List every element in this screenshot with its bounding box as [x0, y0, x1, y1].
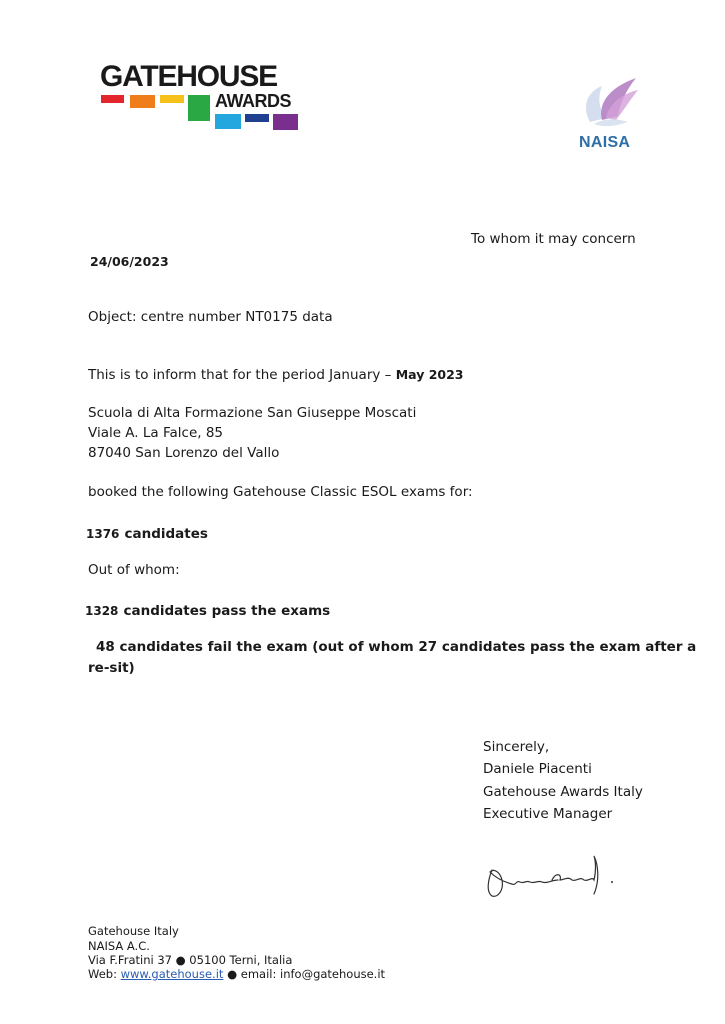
closing-company: Gatehouse Awards Italy: [483, 784, 643, 800]
period-prefix: This is to inform that for the period January –: [88, 367, 392, 383]
addressee: To whom it may concern: [471, 231, 636, 247]
gatehouse-logo-word: GATEHOUSE: [100, 60, 277, 93]
letter-date: 24/06/2023: [90, 254, 169, 269]
footer-email: ● email: info@gatehouse.it: [227, 967, 386, 981]
footer-org: NAISA A.C.: [88, 939, 150, 953]
booked-text: booked the following Gatehouse Classic ESOL exams for:: [88, 484, 473, 500]
logo-block-purple: [273, 114, 298, 130]
out-of-whom: Out of whom:: [88, 562, 180, 578]
logo-block-red: [101, 95, 124, 103]
candidates-count: 1376: [86, 527, 120, 541]
school-name: Scuola di Alta Formazione San Giuseppe Moscati: [88, 405, 417, 421]
candidates-line: [86, 523, 208, 542]
period-end: May 2023: [395, 367, 464, 382]
naisa-logo-text: NAISA: [579, 134, 631, 151]
footer-address: Via F.Fratini 37 ● 05100 Terni, Italia: [88, 953, 293, 967]
logo-block-cyan: [215, 114, 241, 129]
candidates-label: candidates: [124, 526, 208, 542]
pass-count: 1328: [85, 604, 119, 618]
closing-role: Executive Manager: [483, 806, 613, 822]
footer-web-label: Web:: [88, 967, 117, 981]
object-line: Object: centre number NT0175 data: [88, 309, 333, 325]
pass-line: [85, 600, 330, 619]
period-line: [88, 367, 463, 383]
logo-block-navy: [245, 114, 269, 122]
fail-line-1: 48 candidates fail the exam (out of whom 27 candidates pass the exam after a: [96, 639, 697, 655]
footer-company: Gatehouse Italy: [88, 924, 179, 938]
gatehouse-awards-logo: [100, 62, 305, 132]
logo-block-yellow: [160, 95, 184, 103]
footer-contact: [88, 967, 385, 981]
logo-block-green: [188, 95, 210, 121]
fail-line-2: re-sit): [88, 660, 135, 676]
naisa-logo: [576, 74, 642, 156]
footer-website-link[interactable]: www.gatehouse.it: [120, 967, 224, 981]
school-city: 87040 San Lorenzo del Vallo: [88, 445, 280, 461]
handwritten-signature: [482, 850, 622, 902]
closing-name: Daniele Piacenti: [483, 761, 592, 777]
logo-block-orange: [130, 95, 155, 108]
gatehouse-logo-awards: AWARDS: [215, 91, 292, 111]
pass-label: candidates pass the exams: [123, 603, 331, 619]
closing-sincerely: Sincerely,: [483, 739, 550, 755]
school-street: Viale A. La Falce, 85: [88, 425, 224, 441]
naisa-emblem-icon: [576, 74, 642, 134]
